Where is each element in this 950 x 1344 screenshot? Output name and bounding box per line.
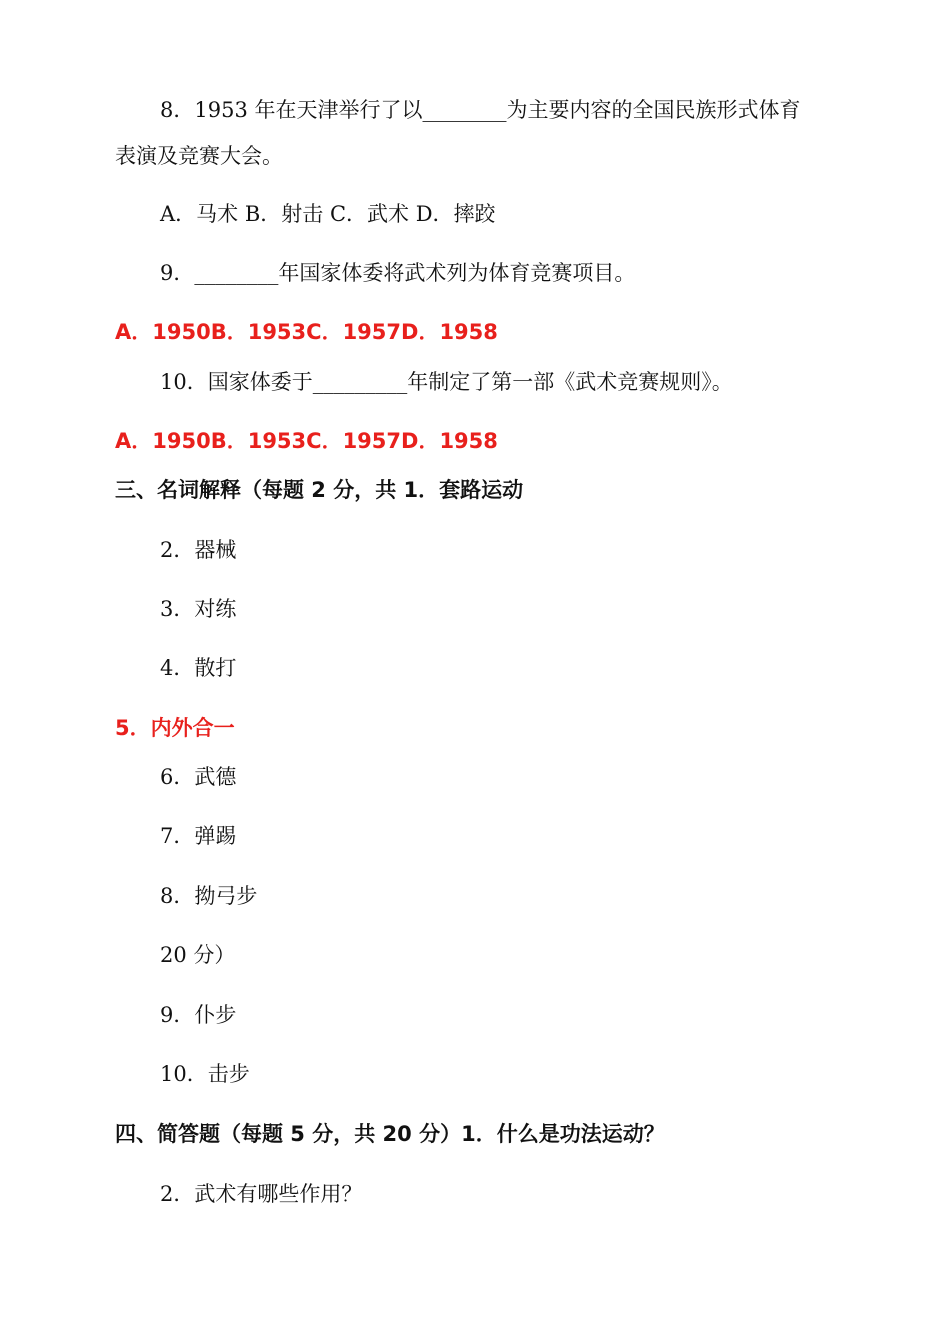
question-10: 10．国家体委于_________年制定了第一部《武术竞赛规则》。 [160,370,733,394]
question-8-options: A．马术 B．射击 C．武术 D．摔跤 [160,202,496,226]
question-9: 9．________年国家体委将武术列为体育竞赛项目。 [160,261,636,285]
section-3-heading: 三、名词解释（每题 2 分，共 1．套路运动 [115,478,524,502]
term-5: 5．内外合一 [115,716,235,740]
term-3: 3．对练 [160,597,237,621]
section-4-heading: 四、简答题（每题 5 分，共 20 分）1．什么是功法运动？ [115,1122,665,1146]
question-10-options: A．1950B．1953C．1957D．1958 [115,429,498,453]
term-4: 4．散打 [160,656,237,680]
term-6: 6．武德 [160,765,237,789]
question-9-options: A．1950B．1953C．1957D．1958 [115,320,498,344]
question-8-line-2: 表演及竞赛大会。 [115,144,283,168]
question-8-line-1: 8．1953 年在天津举行了以________为主要内容的全国民族形式体育 [160,98,801,122]
section-3-score-note: 20 分） [160,943,236,967]
term-9: 9．仆步 [160,1003,237,1027]
short-answer-2: 2．武术有哪些作用？ [160,1182,363,1206]
term-7: 7．弹踢 [160,824,237,848]
term-8: 8．拗弓步 [160,884,258,908]
term-10: 10．击步 [160,1062,250,1086]
term-2: 2．器械 [160,538,237,562]
